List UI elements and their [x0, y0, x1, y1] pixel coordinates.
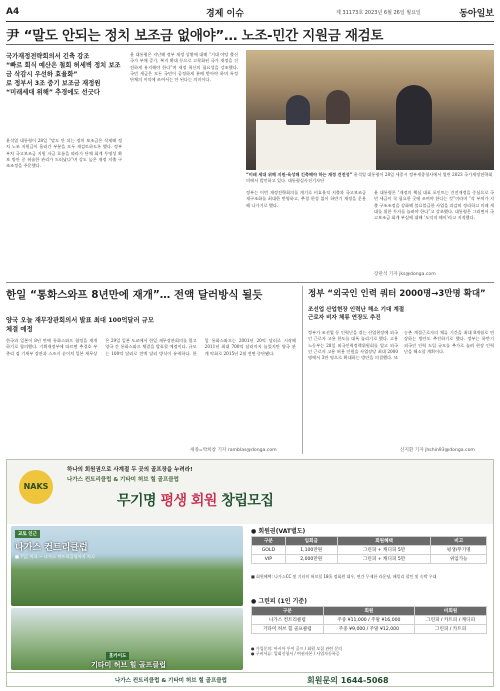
divider	[6, 282, 494, 283]
table-row: 나가스 컨트리클럽 주중 ¥11,000 / 주말 ¥16,000 그린피 / 카트피 / 캐디피	[252, 616, 487, 625]
page-header	[6, 4, 494, 22]
table-row: 기타미 허브 힐 골프클럽 주중 ¥9,000 / 주말 ¥12,000 그린피 / 카트피	[252, 625, 487, 634]
subhead: “미래세대 위해” 추경에도 선긋다	[6, 89, 100, 96]
ad-clubs: 나가스 컨트리클럽 & 기타미 허브 힐 골프클럽	[67, 477, 179, 483]
article3-body: 정부가 조선업 등 인력난을 겪는 산업현장에 외국인 근로자 고용 한도를 대폭 늘리기로 했다. 고용노동부는 28일 외국인력정책위원회를 열고 외국인 근로자 고용 허용 인원을 사업장당 최대 2000명에서 3만 명으로 확대하는 방안을 의결했다. 또 농촌 계절근로자의 체류 기간을 최대 8개월로 연장하는 방안도 추진하기로 했다. 정부는 하반기 외국인 인력 도입 규모를 추가로 늘려 현장 인력난을 해소할 계획이다.	[308, 330, 494, 361]
lead-byline: 장관석 기자 jks@donga.com	[374, 272, 436, 277]
article2-byline: 세종=박희창 기자 ramblas@donga.com	[190, 448, 277, 453]
caption-title: “미래 세대 위해 지원-육성해 긴축해야 하는 재정 건전성”	[246, 172, 353, 177]
table-header: 비회원	[415, 607, 487, 616]
membership-title: ● 회원권(VAT별도)	[251, 528, 306, 535]
course-info: ■ 7일, 치료 ~ 나가스 컨트리클럽까지 차로	[15, 554, 96, 559]
table-row: VIP 2,000만원 그린피 + 캐디피 5만 위임가능	[252, 555, 487, 564]
attendee-figure	[286, 95, 310, 125]
page-number: A4	[6, 7, 20, 17]
attendee-figure	[326, 90, 350, 124]
lead-subheads	[6, 52, 122, 97]
golf-advertisement	[6, 459, 494, 687]
ad-title: 무기명 평생 회원 창립모집	[117, 493, 274, 509]
table-header: 구분	[252, 607, 324, 616]
paper-logo: 동아일보	[459, 9, 494, 19]
subhead: 로 정부서 3조 중기 보조금 재정원	[6, 80, 101, 87]
table-header: 비고	[431, 537, 487, 546]
subhead: 국가재정전략회의서 긴축 강조	[6, 53, 90, 60]
ad-header	[7, 460, 493, 524]
ad-footer	[7, 672, 493, 686]
lead-body-col1: 윤석열 대통령이 28일 “말도 안 되는 정치 보조금은 삭제해 정치 노조 지원금이 흘러간 부분을 모두 재검토하도록 했다. 정부 부처 국고보조금 지원 자금 흐름을 따라가 단체 회계 투명성 확보 방안 중 허술한 관리가 드러났다”며 강도 높은 재정 지출 구조조정을 주문했다.	[6, 138, 122, 169]
article2-subhead: 양국 오늘 재무장관회의서 발표 최대 100억달러 규모 체결 예정	[6, 317, 154, 333]
fee-title: ● 그린피 (1인 기준)	[251, 598, 307, 605]
article3-headline: 정부 “외국인 인력 쿼터 2000명→3만명 확대”	[308, 289, 486, 299]
table-row: GOLD 1,100만원 그린피 + 캐디피 5만 평생/무기명	[252, 546, 487, 555]
lead-body-col2: 윤 대통령은 지난해 정부 재정 상황에 대해 “거대 야당 출신 국가 부채 증가, 복지 확대 등으로 고착화된 국가 재정을 건전하게 유지해야 한다”며 재정 혁신의 필요성을 강조했다. 국민 세금은 모든 국민이 공정하게 분배 받아야 하며 특정 단체의 이익에 쓰여서는 안 된다는 의미이다.	[130, 52, 238, 83]
region-tag: 홋카이도	[106, 652, 129, 660]
fee-table	[251, 606, 487, 634]
divider	[6, 44, 494, 45]
course-name: 나가스 컨트리클럽	[15, 543, 88, 553]
phone-number: 회원문의 1644-5068	[307, 676, 389, 685]
photo-caption	[246, 172, 494, 183]
table-header: 입회금	[285, 537, 337, 546]
article3-byline: 신지환 기자 jhshin93@donga.com	[400, 448, 475, 453]
speaker-figure	[396, 85, 432, 145]
table-header: 구분	[252, 537, 286, 546]
membership-table	[251, 536, 487, 564]
lead-headline: 尹 “말도 안되는 정치 보조금 없애야”… 노조-민간 지원금 재검토	[6, 28, 384, 44]
article2-body: 한국과 일본이 8년 만에 통화스와프 협정을 재개하기로 합의했다. 기획재정부에 따르면 추경호 부총리 겸 기재부 장관과 스즈키 슌이치 일본 재무상은 29일 일본 도쿄에서 한일 재무장관회의를 열고 양국 간 통화스와프 체결을 발표할 예정이다. 규모는 100억 달러로 전액 달러 방식이 유력하다. 한일 통화스와프는 2001년 20억 달러로 시작해 2011년 최대 700억 달러까지 늘었지만 양국 관계 악화로 2015년 2월 전면 중단됐다.	[6, 338, 296, 356]
lead-body-col4: 윤 대통령은 “재정의 핵심 대표 포인트는 건전재정을 중심으로 국민 세금이 꼭 필요한 곳에 쓰여야 한다는 것”이라며 “각 부처가 지출 구조조정을 강화해 불요불급한 사업을 과감히 정리하고 미래 세대를 위한 투자를 늘려야 한다”고 강조했다. 대통령은 그러면서 국고보조금 회계 부실에 대해 ‘도덕적 해이’라고 지적했다.	[374, 190, 494, 221]
contact-info: ● 가입문의: 아시아 투어 골프 / 회원 모집 관련 문의 ● 구비서류: 입회신청서 / 여권사본 / 사업자등록증	[251, 646, 343, 657]
president-photo	[246, 50, 494, 170]
ad-tagline: 하나의 회원권으로 사계절 두 곳의 골프장을 누려라!	[67, 467, 193, 473]
subhead: “빠르 회식 예산은 철회 허세벽 정치 보조금 삭감시 우선하 효율화”	[6, 62, 121, 78]
conference-table	[256, 120, 376, 170]
region-tag: 교토 인근	[15, 530, 40, 538]
course-name: 기타미 허브 힐 골프클럽	[91, 661, 166, 669]
table-header: 회원	[323, 607, 415, 616]
column-divider	[302, 286, 303, 454]
table-header: 회원혜택	[337, 537, 431, 546]
membership-note: ■ 회원혜택: 나가스CC 및 기타미 허브힐 18홀 정회원 대우, 연간 무제한 라운딩, 패밀리 할인 및 숙박 우대	[251, 574, 437, 579]
course-photo-kitami	[11, 608, 243, 670]
course-photo-nagasu	[11, 526, 243, 606]
caption-text: 윤석열 대통령이 28일 세종시 정부세종청사에서 열린 2023 국가재정전략회의에서 발언하고 있다. 대통령실사진기자단	[246, 172, 493, 183]
footer-clubs: 나가스 컨트리클럽 & 기타미 허브 힐 골프클럽	[115, 678, 227, 684]
article2-headline: 한일 “통화스와프 8년만에 재개”… 전액 달러방식 될듯	[6, 289, 263, 301]
lead-body-col3: 정부는 이번 재정전략회의를 계기로 비효율적 지출과 국고보조금 재구조화를 최대한 반영하고, 추경 편성 없이 하반기 재정을 운용해 나가기로 했다.	[246, 190, 366, 208]
section-title: 경제 이슈	[206, 9, 244, 19]
golf-logo: NAKS	[19, 470, 53, 504]
article3-subhead: 조선업 산업현장 인력난 해소 기대 계절근로자 비자 체류 연장도 추진	[308, 307, 405, 321]
issue-date: 제 31173호 2023년 6월 26일 월요일	[336, 10, 421, 16]
